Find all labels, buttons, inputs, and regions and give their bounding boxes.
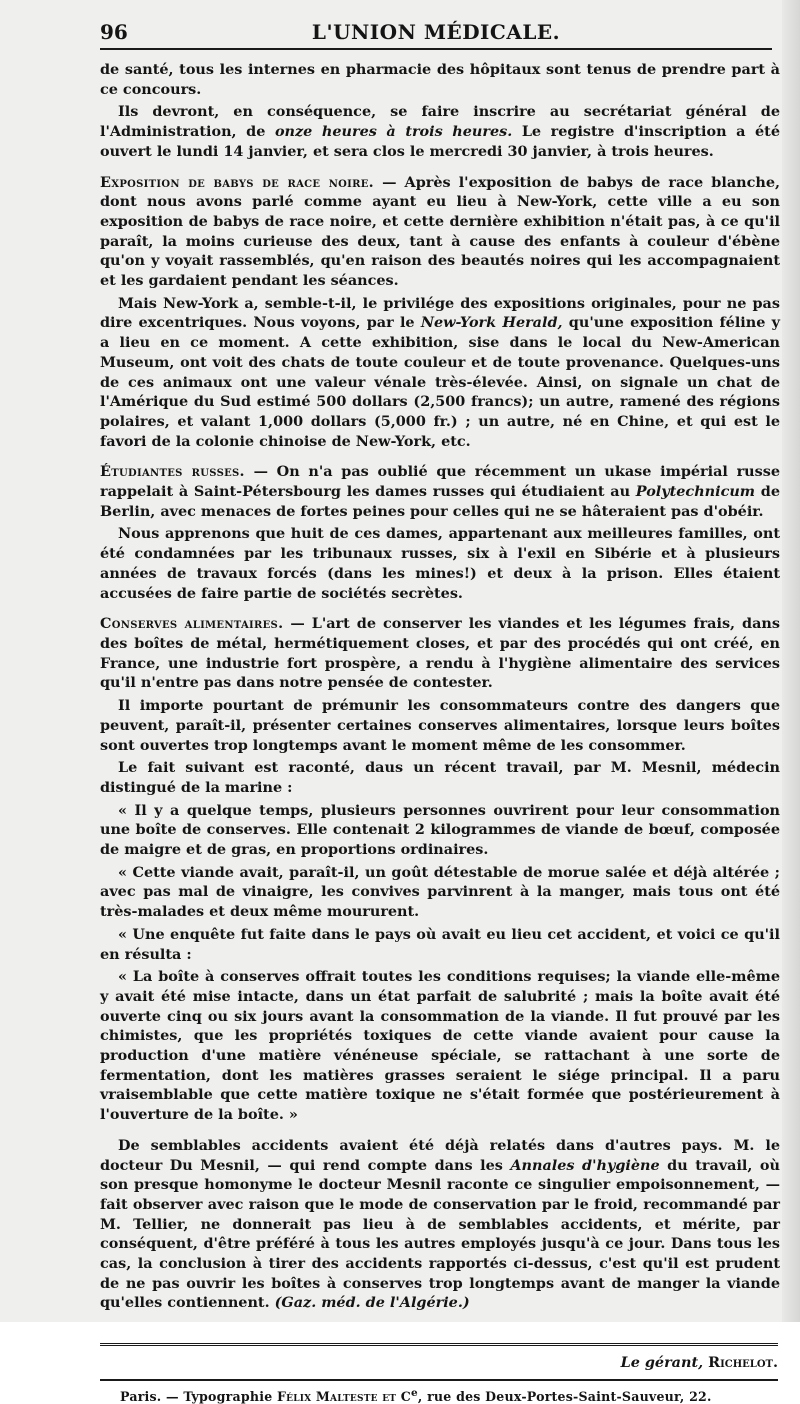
paragraph-conserves-2: Il importe pourtant de prémunir les consommateurs contre des dangers que peuvent, paraît-il, présenter certaines conserves alimentaires, lorsque leurs boîtes sont ouvertes trop longtemps avant le moment même de les consommer. [100, 697, 780, 754]
paragraph-babys [100, 173, 780, 291]
signature-name: Richelot. [708, 1354, 778, 1372]
paragraph-conserves [100, 614, 780, 693]
etudiantes-text-a: — On n'a pas oublié que récemment un ukase impérial russe rappelait à Saint-Pétersbourg les dames russes qui étudiaient au [100, 463, 780, 501]
paragraph-inscription [100, 102, 780, 161]
newyork-text-b: qu'une exposition féline y a lieu en ce moment. A cette exhibition, sise dans le local du New-American Museum, ont voit des chats de toute couleur et de toute provenance. Quelques-uns de ces animaux ont une valeur vénale très-élevée. Ainsi, on signale un chat de l'Amérique du Sud estimé 500 dollars (2,500 francs); un autre, ramené des régions polaires, et valant 1,000 dollars (5,000 fr.) ; un autre, né en Chine, et qui est le favori de la colonie chinoise de New-York, etc. [100, 314, 780, 450]
quote-paragraph-4: « La boîte à conserves offrait toutes les conditions requises; la viande elle-même y avait été mise intacte, dans un état parfait de salubrité ; mais la boîte avait été ouverte cinq ou six jours avant la consommation de la viande. Il fut prouvé par les chimistes, que les propriétés toxiques de cette viande avaient pour cause la production d'une matière vénéneuse spéciale, se rattachant à une sorte de fermentation, dont les matières grasses seraient le siége principal. Il a paru vraisemblable que cette matière toxique ne s'était formée que postérieurement à l'ouverture de la boîte. » [100, 968, 780, 1124]
paragraph-conserves-3: Le fait suivant est raconté, daus un récent travail, par M. Mesnil, médecin distingué de la marine : [100, 759, 780, 796]
paragraph-concours-end: de santé, tous les internes en pharmacie des hôpitaux sont tenus de prendre part à ce concours. [100, 61, 780, 98]
page-header [100, 18, 772, 50]
paragraph-etudiantes [100, 462, 780, 521]
rubric-babys: Exposition de babys de race noire. [100, 173, 374, 191]
paragraph-etudiantes-2: Nous apprenons que huit de ces dames, appartenant aux meilleures familles, ont été condamnées par les tribunaux russes, six à l'exil en Sibérie et à plusieurs années de travaux forcés (dans les mines!) et deux à la prison. Elles étaient accusées de faire partie de sociétés secrètes. [100, 525, 780, 602]
signature-label: Le gérant, [620, 1354, 704, 1372]
quote-paragraph-2: « Cette viande avait, paraît-il, un goût détestable de morue salée et déjà altérée ; avec pas mal de vinaigre, les convives parvinrent à la manger, mais tous ont été très-malades et deux même moururent. [100, 863, 780, 921]
polytechnicum: Polytechnicum [635, 483, 756, 501]
etudiantes-text-b: de Berlin, avec menaces de fortes peines pour celles qui ne se hâteraient pas d'obéir. [100, 483, 780, 520]
inscription-hours: onze heures à trois heures. [274, 123, 513, 141]
inscription-text-b: Le registre d'inscription a été ouvert le lundi 14 janvier, et sera clos le mercredi 30 janvier, à trois heures. [100, 123, 780, 160]
journal-title: L'UNION MÉDICALE. [311, 20, 561, 44]
conserves-text: — L'art de conserver les viandes et les légumes frais, dans des boîtes de métal, hermétiquement closes, et par des procédés qui ont créé, en France, une industrie fort prospère, a rendu à l'hygiène alimentaire des services qu'il n'entre pas dans notre pensée de contester. [100, 615, 780, 692]
paragraph-final [100, 1136, 780, 1313]
quote-paragraph-1: « Il y a quelque temps, plusieurs personnes ouvrirent pour leur consommation une boîte de conserves. Elle contenait 2 kilogrammes de viande de bœuf, composée de maigre et de gras, en proportions ordinaires. [100, 801, 780, 859]
rubric-etudiantes: Étudiantes russes. [100, 463, 245, 481]
signature-line [100, 1354, 778, 1371]
paragraph-newyork [100, 294, 780, 452]
page-edge-shadow [782, 0, 800, 1322]
page-number: 96 [100, 20, 128, 44]
article-body [100, 60, 780, 1313]
signature-rule [100, 1343, 778, 1346]
newyork-text-a: Mais New-York a, semble-t-il, le privilége des expositions originales, pour ne pas dire excentriques. Nous voyons, par le [100, 294, 780, 332]
imprint-sup: e [411, 1387, 418, 1400]
annales-hygiene: Annales d'hygiène [510, 1156, 660, 1174]
imprint-printer: Félix Malteste et C [277, 1389, 412, 1404]
inscription-text-a: Ils devront, en conséquence, se faire inscrire au secrétariat général de l'Administration, de [100, 103, 780, 141]
final-text-a: De semblables accidents avaient été déjà relatés dans d'autres pays. M. le docteur Du Mesnil, — qui rend compte dans les [100, 1136, 780, 1174]
imprint-text-b: , rue des Deux-Portes-Saint-Sauveur, 22. [417, 1389, 712, 1404]
citation-source: (Gaz. méd. de l'Algérie.) [274, 1294, 470, 1312]
babys-text: — Après l'exposition de babys de race blanche, dont nous avons parlé comme ayant eu lieu à New-York, cette ville a eu son exposition de babys de race noire, et cette dernière exhibition n'était pas, à ce qu'il paraît, la moins curieuse des deux, tant à cause des enfants à couleur d'ébène qu'on y voyait rassemblés, qu'en raison des beautés noires qui les accompagnaient et les gardaient pendant les séances. [100, 173, 780, 290]
quote-paragraph-3: « Une enquête fut faite dans le pays où avait eu lieu cet accident, et voici ce qu'il en résulta : [100, 925, 780, 963]
final-text-b: du travail, où son presque homonyme le docteur Mesnil raconte ce singulier empoisonnement, — fait observer avec raison que le mode de conservation par le froid, recommandé par M. Tellier, ne donnerait pas lieu à de semblables accidents, et mérite, par conséquent, d'être préféré à tous les autres employés jusqu'à ce jour. Dans tous les cas, la conclusion à tirer des accidents rapportés ci-dessus, c'est qu'il est prudent de ne pas ouvrir les boîtes à conserves trop longtemps avant de manger la viande qu'elles contiennent. [100, 1156, 780, 1312]
imprint-line [100, 1387, 782, 1404]
imprint-rule [100, 1379, 778, 1381]
rubric-conserves: Conserves alimentaires. [100, 615, 284, 633]
imprint-text-a: Paris. — Typographie [120, 1389, 278, 1404]
newyork-herald: New-York Herald, [420, 314, 563, 332]
